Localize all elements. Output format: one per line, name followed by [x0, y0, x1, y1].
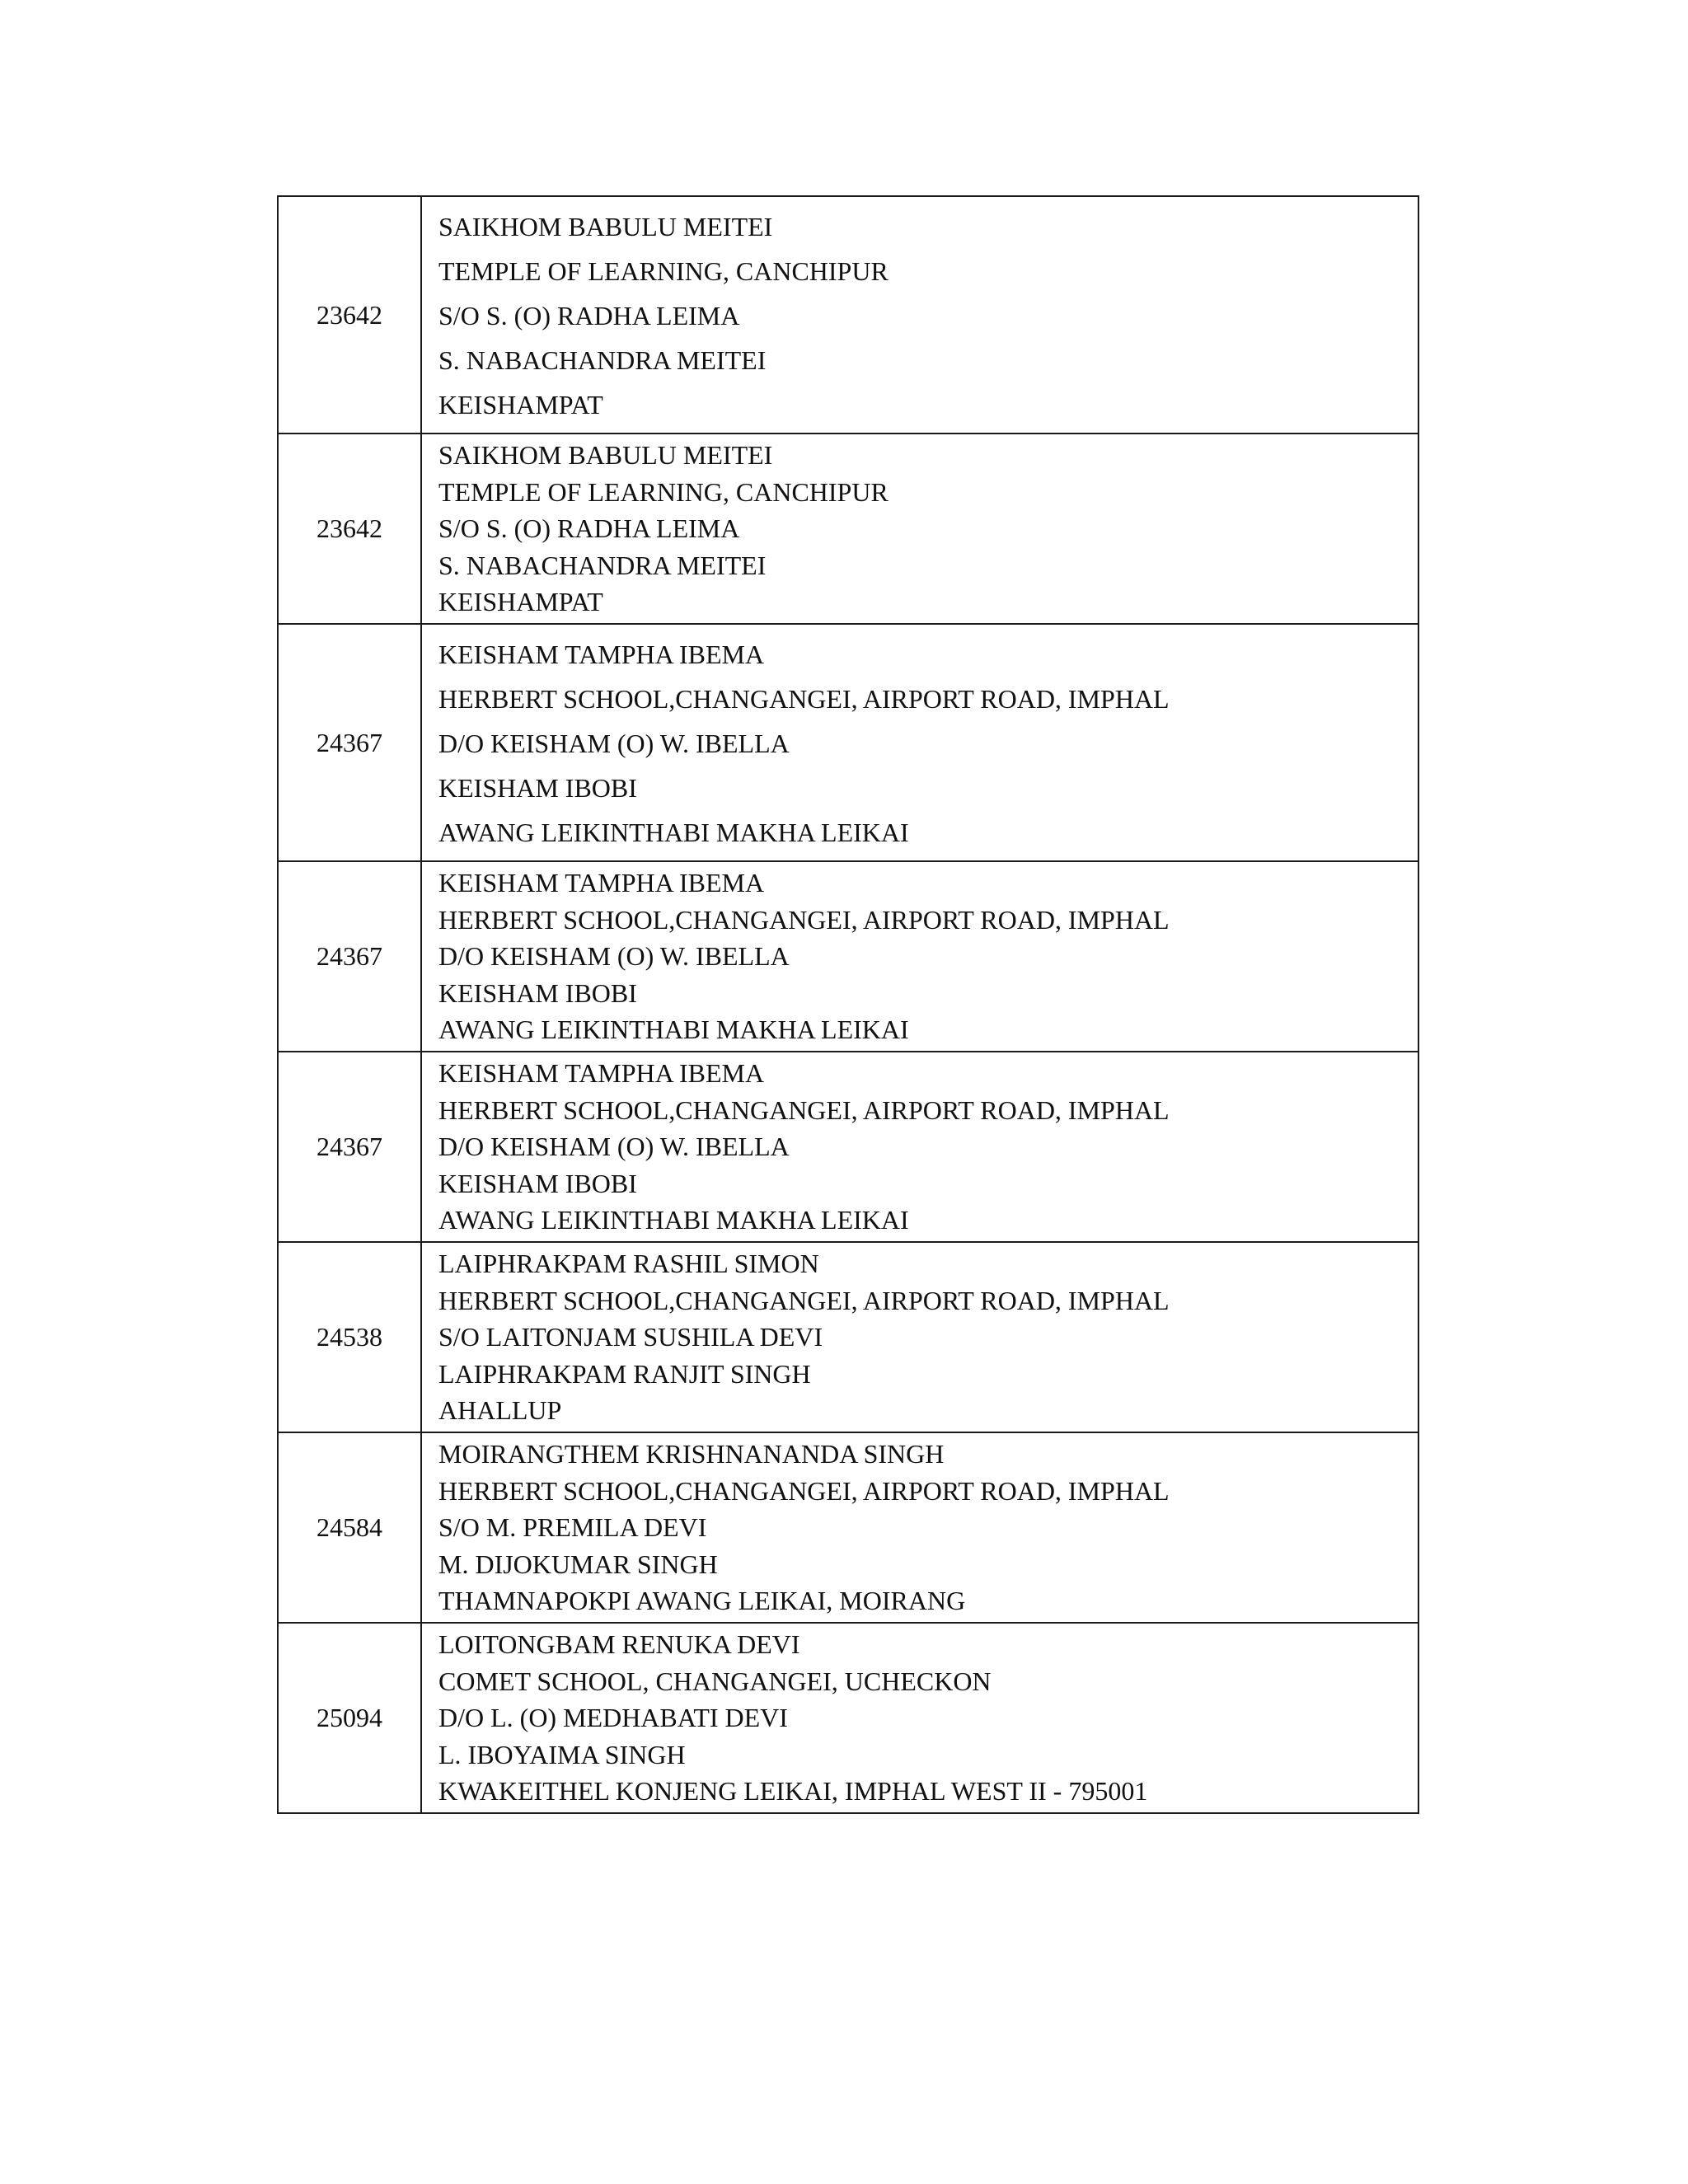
record-line: SAIKHOM BABULU MEITEI — [438, 212, 773, 241]
record-line: KEISHAM IBOBI — [438, 773, 637, 803]
record-line: HERBERT SCHOOL,CHANGANGEI, AIRPORT ROAD, IMPHAL — [438, 684, 1170, 714]
record-details — [421, 1432, 1418, 1623]
record-line: S. NABACHANDRA MEITEI — [438, 550, 767, 580]
record-line: MOIRANGTHEM KRISHNANANDA SINGH — [438, 1439, 945, 1469]
record-line: KEISHAM IBOBI — [438, 977, 637, 1008]
record-line: AHALLUP — [438, 1395, 562, 1426]
record-details-lines — [438, 1436, 1418, 1619]
record-line: S/O S. (O) RADHA LEIMA — [438, 301, 740, 330]
record-line: LOITONGBAM RENUKA DEVI — [438, 1629, 800, 1660]
table-row — [278, 1432, 1418, 1623]
record-id: 24538 — [278, 1242, 421, 1432]
record-line: S. NABACHANDRA MEITEI — [438, 345, 767, 375]
record-id: 24367 — [278, 624, 421, 861]
record-line: KEISHAMPAT — [438, 390, 603, 419]
record-line: M. DIJOKUMAR SINGH — [438, 1549, 718, 1579]
record-details-lines — [438, 1055, 1418, 1239]
record-details-lines — [438, 630, 1418, 855]
record-details-lines — [438, 865, 1418, 1048]
record-line: KEISHAM TAMPHA IBEMA — [438, 640, 765, 669]
record-line: SAIKHOM BABULU MEITEI — [438, 440, 773, 471]
record-line: TEMPLE OF LEARNING, CANCHIPUR — [438, 256, 889, 286]
record-line: AWANG LEIKINTHABI MAKHA LEIKAI — [438, 818, 909, 847]
table-row — [278, 624, 1418, 861]
table-row — [278, 1052, 1418, 1242]
table-row — [278, 434, 1418, 624]
record-line: AWANG LEIKINTHABI MAKHA LEIKAI — [438, 1015, 909, 1045]
records-body — [278, 196, 1418, 1813]
record-line: LAIPHRAKPAM RANJIT SINGH — [438, 1358, 811, 1389]
table-row — [278, 1623, 1418, 1813]
records-table — [277, 195, 1419, 1814]
record-id: 23642 — [278, 196, 421, 434]
record-details-lines — [438, 1245, 1418, 1429]
record-details-lines — [438, 1626, 1418, 1810]
record-line: L. IBOYAIMA SINGH — [438, 1739, 686, 1769]
record-line: HERBERT SCHOOL,CHANGANGEI, AIRPORT ROAD, IMPHAL — [438, 1285, 1170, 1315]
table-row — [278, 196, 1418, 434]
record-line: THAMNAPOKPI AWANG LEIKAI, MOIRANG — [438, 1586, 966, 1616]
record-details — [421, 1623, 1418, 1813]
record-line: KWAKEITHEL KONJENG LEIKAI, IMPHAL WEST II - 795001 — [438, 1776, 1148, 1807]
record-line: HERBERT SCHOOL,CHANGANGEI, AIRPORT ROAD, IMPHAL — [438, 1094, 1170, 1125]
record-id: 25094 — [278, 1623, 421, 1813]
record-line: KEISHAMPAT — [438, 587, 603, 617]
record-line: HERBERT SCHOOL,CHANGANGEI, AIRPORT ROAD, IMPHAL — [438, 904, 1170, 935]
record-line: D/O KEISHAM (O) W. IBELLA — [438, 729, 790, 758]
record-id: 24584 — [278, 1432, 421, 1623]
record-details — [421, 1052, 1418, 1242]
record-details — [421, 196, 1418, 434]
record-id: 24367 — [278, 861, 421, 1052]
record-details-lines — [438, 437, 1418, 621]
record-line: D/O L. (O) MEDHABATI DEVI — [438, 1703, 788, 1733]
record-line: COMET SCHOOL, CHANGANGEI, UCHECKON — [438, 1666, 992, 1696]
table-row — [278, 1242, 1418, 1432]
record-details-lines — [438, 203, 1418, 427]
record-line: D/O KEISHAM (O) W. IBELLA — [438, 941, 790, 972]
record-line: TEMPLE OF LEARNING, CANCHIPUR — [438, 476, 889, 507]
record-line: KEISHAM IBOBI — [438, 1168, 637, 1198]
record-id: 23642 — [278, 434, 421, 624]
record-line: S/O M. PREMILA DEVI — [438, 1512, 707, 1543]
record-details — [421, 1242, 1418, 1432]
record-id: 24367 — [278, 1052, 421, 1242]
record-line: LAIPHRAKPAM RASHIL SIMON — [438, 1249, 819, 1279]
record-details — [421, 434, 1418, 624]
record-details — [421, 861, 1418, 1052]
record-line: KEISHAM TAMPHA IBEMA — [438, 1058, 765, 1089]
record-line: S/O LAITONJAM SUSHILA DEVI — [438, 1322, 823, 1352]
record-details — [421, 624, 1418, 861]
record-line: S/O S. (O) RADHA LEIMA — [438, 513, 740, 544]
record-line: KEISHAM TAMPHA IBEMA — [438, 868, 765, 898]
table-row — [278, 861, 1418, 1052]
record-line: D/O KEISHAM (O) W. IBELLA — [438, 1132, 790, 1162]
record-line: HERBERT SCHOOL,CHANGANGEI, AIRPORT ROAD, IMPHAL — [438, 1475, 1170, 1506]
record-line: AWANG LEIKINTHABI MAKHA LEIKAI — [438, 1205, 909, 1235]
